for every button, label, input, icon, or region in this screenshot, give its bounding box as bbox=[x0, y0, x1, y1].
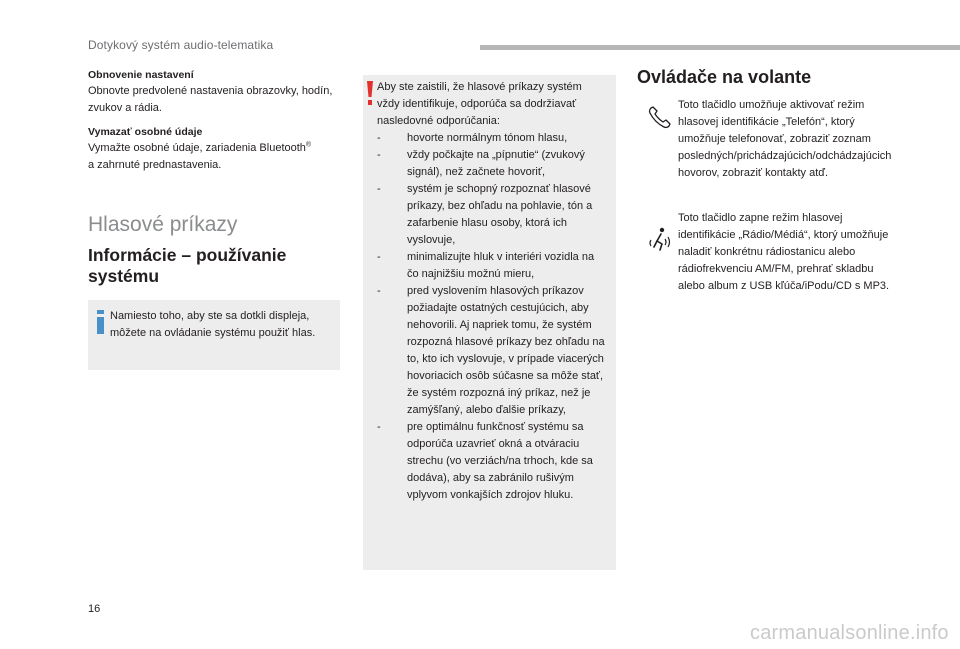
warning-list-item bbox=[377, 147, 606, 181]
delete-personal-data-text bbox=[88, 140, 343, 174]
delete-personal-data-text-b: a zahrnuté prednastavenia. bbox=[88, 159, 222, 171]
warning-list-item-text: pre optimálnu funkčnosť systému sa odporúča uzavrieť okná a otváraciu strechu (vo verziách/na trhoch, kde sa dodáva), aby sa zabránilo rušivým vplyvom vonkajších zdrojov hluku. bbox=[407, 421, 593, 501]
header-bar bbox=[480, 45, 960, 50]
voice-control bbox=[637, 210, 897, 330]
phone-control bbox=[637, 97, 897, 207]
steering-controls-title: Ovládače na volante bbox=[637, 67, 812, 87]
info-text: Namiesto toho, aby ste sa dotkli displeja, môžete na ovládanie systému použiť hlas. bbox=[110, 310, 316, 339]
warning-list-item bbox=[377, 130, 606, 147]
info-box bbox=[88, 300, 340, 370]
list-dash: - bbox=[377, 149, 381, 161]
page-number: 16 bbox=[88, 603, 101, 615]
list-dash: - bbox=[377, 251, 381, 263]
delete-personal-data-block bbox=[88, 124, 343, 174]
delete-personal-data-text-a: Vymažte osobné údaje, zariadenia Bluetooth bbox=[88, 142, 306, 154]
warning-list bbox=[377, 130, 606, 504]
reset-settings-text: Obnovte predvolené nastavenia obrazovky, hodín, zvukov a rádia. bbox=[88, 85, 333, 114]
warning-list-item-text: minimalizujte hluk v interiéri vozidla na čo najnižšiu možnú mieru, bbox=[407, 251, 595, 280]
subsection-title: Informácie – používanie systému bbox=[88, 245, 287, 286]
warning-list-item bbox=[377, 249, 606, 283]
watermark: carmanualsonline.info bbox=[750, 622, 949, 644]
voice-command-icon bbox=[647, 226, 673, 252]
list-dash: - bbox=[377, 285, 381, 297]
list-dash: - bbox=[377, 132, 381, 144]
phone-icon bbox=[647, 105, 673, 131]
warning-icon bbox=[367, 81, 373, 105]
section-title: Hlasové príkazy bbox=[88, 213, 238, 236]
info-icon bbox=[95, 310, 106, 334]
list-dash: - bbox=[377, 183, 381, 195]
warning-list-item bbox=[377, 283, 606, 419]
running-header: Dotykový systém audio-telematika bbox=[88, 38, 274, 52]
warning-content bbox=[377, 79, 606, 504]
delete-personal-data-title: Vymazať osobné údaje bbox=[88, 126, 203, 138]
warning-list-item-text: hovorte normálnym tónom hlasu, bbox=[407, 132, 568, 144]
warning-list-item bbox=[377, 181, 606, 249]
column-left bbox=[88, 67, 343, 181]
phone-control-text: Toto tlačidlo umožňuje aktivovať režim hlasovej identifikácie „Telefón“, ktorý umožňuje telefonovať, zobraziť zoznam posledných/prichádzajúcich/odchádzajúcich hovorov, zobraziť kontakty atď. bbox=[678, 99, 892, 179]
list-dash: - bbox=[377, 421, 381, 433]
reset-settings-block bbox=[88, 67, 343, 117]
reset-settings-title: Obnovenie nastavení bbox=[88, 69, 194, 81]
warning-box bbox=[363, 75, 616, 570]
warning-list-item-text: pred vyslovením hlasových príkazov požiadajte ostatných cestujúcich, aby nehovorili. Aj napriek tomu, že systém rozpozná hlasové príkazy bez ohľadu na to, kto ich vyslovuje, v prípade viacerých hovoriacich osôb súčasne sa môže stať, že systém rozpozná iný príkaz, než je zamýšľaný, alebo ďalšie príkazy, bbox=[407, 285, 605, 416]
warning-list-item-text: vždy počkajte na „pípnutie“ (zvukový signál), než začnete hovoriť, bbox=[407, 149, 585, 178]
warning-list-item-text: systém je schopný rozpoznať hlasové príkazy, bez ohľadu na pohlavie, tón a zafarbenie hlasu osoby, ktorá ich vyslovuje, bbox=[407, 183, 593, 246]
registered-mark: ® bbox=[305, 141, 312, 149]
warning-intro: Aby ste zaistili, že hlasové príkazy systém vždy identifikuje, odporúča sa dodržiavať nasledovné odporúčania: bbox=[377, 81, 582, 127]
voice-control-text: Toto tlačidlo zapne režim hlasovej identifikácie „Rádio/Médiá“, ktorý umožňuje naladiť konkrétnu rádiostanicu alebo rádiofrekvenciu AM/FM, prehrať skladbu alebo album z USB kľúča/iPodu/CD s MP3. bbox=[678, 212, 890, 292]
warning-list-item bbox=[377, 419, 606, 504]
